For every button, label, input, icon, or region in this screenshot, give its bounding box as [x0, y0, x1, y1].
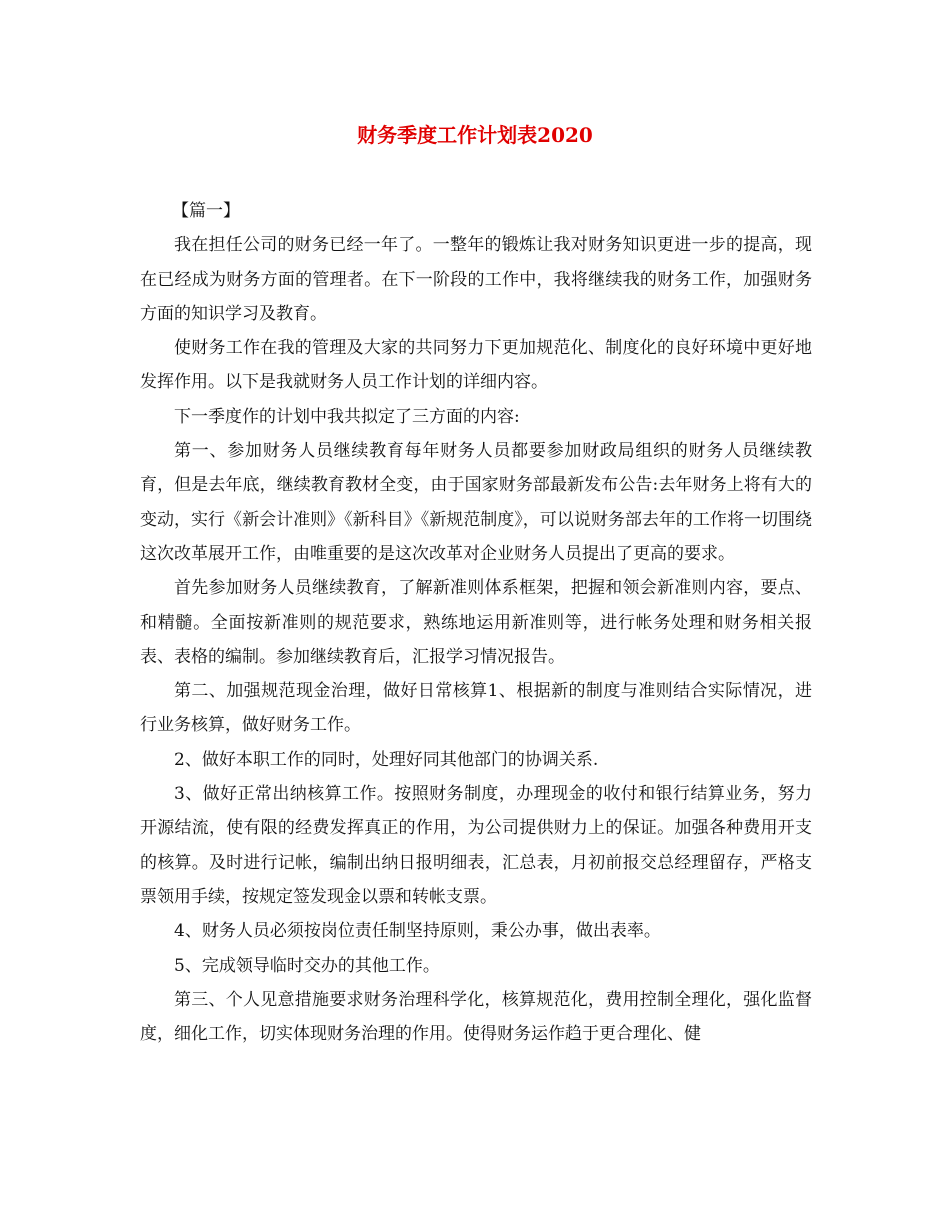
paragraph-goal: 使财务工作在我的管理及大家的共同努力下更加规范化、制度化的良好环境中更好地发挥作用。以下是我就财务人员工作计划的详细内容。	[140, 338, 812, 393]
paragraph-item-3: 3、做好正常出纳核算工作。按照财务制度，办理现金的收付和银行结算业务，努力开源结流，使有限的经费发挥真正的作用，为公司提供财力上的保证。加强各种费用开支的核算。及时进行记帐，编制出纳日报明细表，汇总表，月初前报交总经理留存，严格支票领用手续，按规定签发现金以票和转帐支票。	[140, 784, 812, 907]
paragraph-continuing-education: 首先参加财务人员继续教育，了解新准则体系框架，把握和领会新准则内容，要点、和精髓。全面按新准则的规范要求，熟练地运用新准则等，进行帐务处理和财务相关报表、表格的编制。参加继续教育后，汇报学习情况报告。	[140, 578, 812, 667]
paragraph-part-two: 第二、加强规范现金治理，做好日常核算1、根据新的制度与准则结合实际情况，进行业务核算，做好财务工作。	[140, 681, 812, 736]
section-heading: 【篇一】	[172, 201, 240, 221]
paragraph-item-4: 4、财务人员必须按岗位责任制坚持原则，秉公办事，做出表率。	[174, 921, 661, 942]
page-title: 财务季度工作计划表2020	[357, 123, 593, 147]
paragraph-part-one: 第一、参加财务人员继续教育每年财务人员都要参加财政局组织的财务人员继续教育，但是去年底，继续教育教材全变，由于国家财务部最新发布公告:去年财务上将有大的变动，实行《新会计准则》《新科目》《新规范制度》，可以说财务部去年的工作将一切围绕这次改革展开工作，由唯重要的是这次改革对企业财务人员提出了更高的要求。	[140, 441, 812, 564]
paragraph-item-2: 2、做好本职工作的同时，处理好同其他部门的协调关系.	[174, 749, 599, 770]
paragraph-part-three: 第三、个人见意措施要求财务治理科学化，核算规范化，费用控制全理化，强化监督度，细化工作，切实体现财务治理的作用。使得财务运作趋于更合理化、健	[140, 989, 812, 1045]
paragraph-intro: 我在担任公司的财务已经一年了。一整年的锻炼让我对财务知识更进一步的提高，现在已经成为财务方面的管理者。在下一阶段的工作中，我将继续我的财务工作，加强财务方面的知识学习及教育。	[140, 235, 812, 324]
paragraph-plan-overview: 下一季度作的计划中我共拟定了三方面的内容:	[174, 406, 520, 427]
paragraph-item-5: 5、完成领导临时交办的其他工作。	[174, 955, 440, 976]
document-body	[140, 194, 812, 1051]
